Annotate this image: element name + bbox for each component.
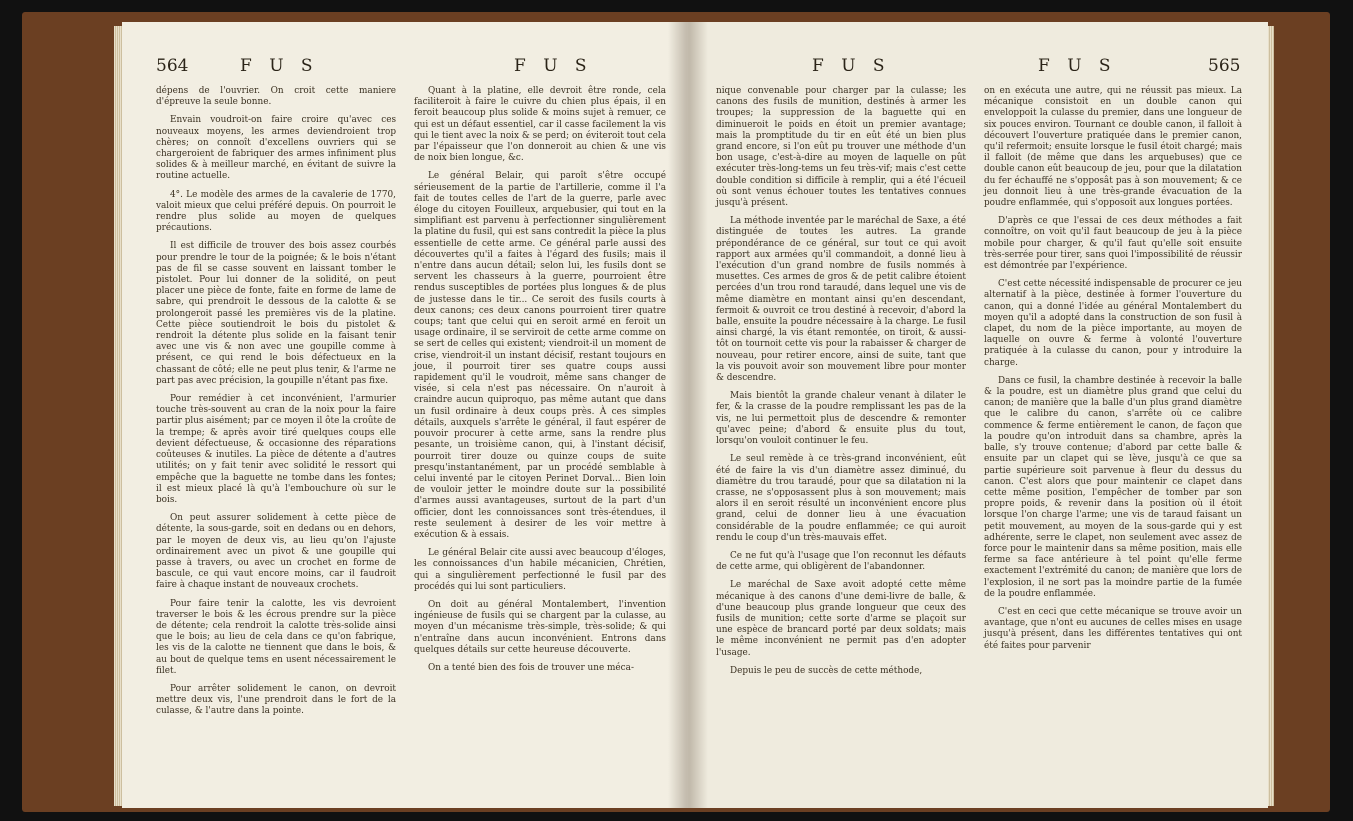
- paragraph: On a tenté bien des fois de trouver une méca-: [428, 662, 634, 673]
- paragraph: D'après ce que l'essai de ces deux méthodes a fait connoître, on voit qu'il faut beaucoup de jeu à la pièce mobile pour charger, & qu'il faut qu'elle soit ensuite très-serrée pour tirer, sans quoi l'impossibilité de réussir est démontrée par l'expérience.: [984, 216, 1242, 272]
- left-page: [122, 22, 688, 808]
- running-head: F U S: [1038, 56, 1117, 76]
- paragraph: Le seul remède à ce très-grand inconvénient, eût été de faire la vis d'un diamètre assez diminué, du diamètre du trou taraudé, pour que sa dilatation ni la crasse, ne s'opposassent plus à son mouvement; mais alors il en seroit résulté un inconvénient encore plus grand, celui de donner lieu à une évacuation considérable de la poudre enflammée; ce qui auroit rendu le coup d'un très-mauvais effet.: [716, 454, 966, 543]
- paragraph: C'est en ceci que cette mécanique se trouve avoir un avantage, que n'ont eu aucunes de celles mises en usage jusqu'à présent, dans les différentes tentatives qui ont été faites pour parvenir: [984, 606, 1242, 651]
- paragraph: nique convenable pour charger par la culasse; les canons des fusils de munition, destinés à armer les troupes; la suppression de la baguette qui en diminueroit le poids en étoit un premier avantage; mais la promptitude du tir en eût été un bien plus grand encore, si l'on eût pu trouver une méthode d'un bon usage, c'est-à-dire au moyen de laquelle on pût exécuter très-long-tems un feu très-vif; mais c'est cette double condition si difficile à remplir, qui a été l'écueil où sont venus échouer toutes les tentatives connues jusqu'à présent.: [716, 86, 966, 209]
- running-head: F U S: [812, 56, 891, 76]
- running-head: F U S: [514, 56, 593, 76]
- paragraph: Le général Belair cite aussi avec beaucoup d'éloges, les connoissances d'un habile mécanicien, Chrétien, qui a singulièrement perfectionné le fusil par des procédés qui lui sont particuliers.: [414, 548, 666, 592]
- paragraph: On peut assurer solidement à cette pièce de détente, la sous-garde, soit en dedans ou en dehors, par le moyen de deux vis, au lieu qu'on l'ajuste ordinairement avec un pivot & une goupille qui passe à travers, ou avec un crochet en forme de bascule, ce qui vaut encore moins, car il faudroit faire à chaque instant de nouveaux crochets.: [156, 513, 396, 591]
- paragraph: Quant à la platine, elle devroit être ronde, cela faciliteroit à faire le cuivre du chien plus épais, il en feroit beaucoup plus solide & moins sujet à remuer, ce qui est un défaut essentiel, car il casse facilement la vis qui le tient avec la noix & se perd; on éviteroit tout cela par l'épaisseur que l'on donneroit au chien & une vis de noix bien longue, &c.: [414, 86, 666, 164]
- paragraph: Pour remédier à cet inconvénient, l'armurier touche très-souvent au cran de la noix pour la faire partir plus aisément; par ce moyen il ôte la croûte de la trempe; & après avoir tiré quelques coups elle devient défectueuse, & occasionne des réparations coûteuses & inutiles. La pièce de détente a d'autres utilités; on y fait tenir avec solidité le ressort qui empêche que la baguette ne tombe dans les fontes; il est mieux placé là qu'à l'embouchure où sur le bois.: [156, 394, 396, 505]
- paragraph: Le maréchal de Saxe avoit adopté cette même mécanique à des canons d'une demi-livre de balle, & d'une beaucoup plus grande longueur que ceux des fusils de munition; cette sorte d'arme se plaçoit sur une espèce de brancard porté par deux soldats; mais le même inconvénient ne permit pas d'en adopter l'usage.: [716, 580, 966, 658]
- paragraph: Dans ce fusil, la chambre destinée à recevoir la balle & la poudre, est un diamètre plus grand que celui du canon; de manière que la balle d'un plus grand diamètre que le calibre du canon, s'arrête où ce calibre commence & ferme entièrement le canon, de façon que la poudre qu'on introduit dans sa chambre, après la balle, s'y trouve contenue; d'abord par cette balle & ensuite par un clapet qui se lève, jusqu'à ce que sa partie supérieure soit parvenue à fleur du dessus du canon. C'est alors que pour maintenir ce clapet dans cette même position, l'empêcher de tomber par son propre poids, & revenir dans la position où il étoit lorsque l'on charge l'arme; une vis de taraud faisant un petit mouvement, au moyen de la sous-garde qui y est adhérente, serre le clapet, non seulement avec assez de force pour le maintenir dans sa même position, mais elle ferme sa face antérieure à tel point qu'elle ferme exactement l'extrémité du canon; de manière que lors de l'explosion, il ne sort pas la moindre partie de la fumée de la poudre enflammée.: [984, 375, 1242, 599]
- book: [22, 12, 1330, 812]
- paragraph: Pour arrêter solidement le canon, on devroit mettre deux vis, l'une prendroit dans le fort de la culasse, & l'autre dans la pointe.: [156, 683, 396, 717]
- text-column-1: [716, 86, 966, 684]
- paragraph: Il est difficile de trouver des bois assez courbés pour prendre le tour de la poignée; & le bois n'étant pas de fil se casse souvent en laissant tomber le pistolet. Pour lui donner de la solidité, on peut placer une pièce de fonte, faite en forme de lame de sabre, qui prendroit le dessous de la calotte & se prolongeroit passé les premières vis de la platine. Cette pièce soutiendroit le bois du pistolet & rendroit la détente plus solide en la faisant tenir avec une vis & non avec une goupille comme à présent, ce qui rend le bois défectueux en la chassant de côté; elle ne peut plus tenir, & l'arme ne part pas avec précision, la goupille n'étant pas fixe.: [156, 241, 396, 386]
- paragraph: on en exécuta une autre, qui ne réussit pas mieux. La mécanique consistoit en un double canon qui enveloppoit la culasse du premier, dans une longueur de six pouces environ. Tournant ce double canon, il falloit à découvert l'ouverture pratiquée dans le premier canon, qu'il refermoit; ensuite lorsque le fusil étoit chargé; mais il falloit (de même que dans les arquebuses) que ce double canon eût beaucoup de jeu, pour que la dilatation du fer échauffé ne s'opposât pas à son mouvement; & ce jeu donnoit lieu à une très-grande évacuation de la poudre enflammée, qui s'opposoit aux longues portées.: [984, 86, 1242, 209]
- text-column-2: [984, 86, 1242, 659]
- paragraph: On doit au général Montalembert, l'invention ingénieuse de fusils qui se chargent par la culasse, au moyen d'un mécanisme très-simple, très-solide; & qui n'entraîne dans aucun inconvénient. Entrons dans quelques détails sur cette heureuse découverte.: [414, 599, 666, 655]
- paragraph: Le général Belair, qui paroît s'être occupé sérieusement de la partie de l'artillerie, comme il l'a fait de toutes celles de l'art de la guerre, parle avec éloge du citoyen Fouilleux, arquebusier, qui tout en la simplifiant est parvenu à perfectionner singulièrement la platine du fusil, qui est sans contredit la pièce la plus essentielle de cette arme. Ce général parle aussi des découvertes qu'il a faites à l'égard des fusils; mais il n'entre dans aucun détail; selon lui, les fusils dont se servent les chasseurs à la guerre, pourroient être rendus susceptibles de portées plus longues & de plus de justesse dans le tir... Ce seroit des fusils courts à deux canons; ces deux canons pourroient tirer quatre coups; tant que celui qui en seroit armé en feroit un usage ordinaire, il se serviroit de cette arme comme on se sert de celles qui existent; viendroit-il un moment de crise, viendroit-il un instant décisif, restant toujours en joue, il pourroit tirer ses quatre coups aussi rapidement qu'il le voudroit, même sans changer de visée, si cela n'est pas nécessaire. On n'auroit à craindre aucun quiproquo, pas même autant que dans un fusil ordinaire à deux coups près. À ces simples détails, auxquels s'arrête le général, il faut espérer de pouvoir procurer à cette arme, sans la rendre plus pesante, un troisième canon, qui, à l'instant décisif, pourroit tirer douze ou quinze coups de suite presqu'instantanément, par un procédé semblable à celui inventé par le citoyen Perinet Dorval... Bien loin de vouloir jetter le moindre doute sur la possibilité d'armes aussi avantageuses, surtout de la part d'un officier, dont les connoissances sont très-étendues, il reste seulement à desirer de les voir mettre à exécution & à essais.: [414, 171, 666, 540]
- page-number: 564: [156, 56, 189, 76]
- paragraph: Envain voudroit-on faire croire qu'avec ces nouveaux moyens, les armes deviendroient trop chères; on connoît d'excellens ouvriers qui se chargeroient de fabriquer des armes infiniment plus solides & à meilleur marché, en évitant de suivre la routine actuelle.: [156, 115, 396, 182]
- paragraph: Ce ne fut qu'à l'usage que l'on reconnut les défauts de cette arme, qui obligèrent de l'abandonner.: [716, 550, 966, 573]
- right-page: [688, 22, 1268, 808]
- text-column-1: [156, 86, 396, 725]
- text-column-2: [414, 86, 666, 681]
- paragraph: dépens de l'ouvrier. On croit cette maniere d'épreuve la seule bonne.: [156, 86, 396, 108]
- paragraph: C'est cette nécessité indispensable de procurer ce jeu alternatif à la pièce, destinée à former l'ouverture du canon, qui a donné l'idée au général Montalembert du moyen qu'il a adopté dans la construction de son fusil à clapet, du nom de la pièce importante, au moyen de laquelle on ouvre & ferme à volonté l'ouverture pratiquée à la culasse du canon, pour y introduire la charge.: [984, 279, 1242, 368]
- paragraph: Pour faire tenir la calotte, les vis devroient traverser le bois & les écrous prendre sur la pièce de détente; cela rendroit la calotte très-solide ainsi que le bois; au lieu de cela dans ce qu'on fabrique, les vis de la calotte ne tiennent que dans le bois, & au bout de quelque tems en usent nécessairement le filet.: [156, 598, 396, 676]
- book-gutter: [668, 22, 708, 808]
- page-number: 565: [1208, 56, 1241, 76]
- paragraph: 4°. Le modèle des armes de la cavalerie de 1770, valoit mieux que celui préféré depuis. On pourroit le rendre plus solide au moyen de quelques précautions.: [156, 189, 396, 234]
- left-page-header: [122, 56, 688, 78]
- paragraph: Mais bientôt la grande chaleur venant à dilater le fer, & la crasse de la poudre remplissant les pas de la vis, ne lui permettoit plus de descendre & remonter qu'avec peine; d'abord & ensuite plus du tout, lorsqu'on vouloit continuer le feu.: [716, 391, 966, 447]
- paragraph: Depuis le peu de succès de cette méthode,: [730, 665, 923, 676]
- paragraph: La méthode inventée par le maréchal de Saxe, a été distinguée de toutes les autres. La grande prépondérance de ce général, sur tout ce qui avoit rapport aux armées qu'il commandoit, a donné lieu à l'exécution d'un grand nombre de fusils nommés à musettes. Ces armes de gros & de petit calibre étoient percées d'un trou rond taraudé, dans lequel une vis de même diamètre en montant ainsi qu'en descendant, fermoit & ouvroit ce trou destiné à recevoir, d'abord la balle, ensuite la poudre nécessaire à la charge. Le fusil ainsi chargé, la vis étant remontée, on tiroit, & aussi-tôt on tournoit cette vis pour la rabaisser & charger de nouveau, pour retirer encore, ainsi de suite, tant que la vis pouvoit avoir son mouvement libre pour monter & descendre.: [716, 216, 966, 384]
- running-head: F U S: [240, 56, 319, 76]
- right-page-header: [688, 56, 1268, 78]
